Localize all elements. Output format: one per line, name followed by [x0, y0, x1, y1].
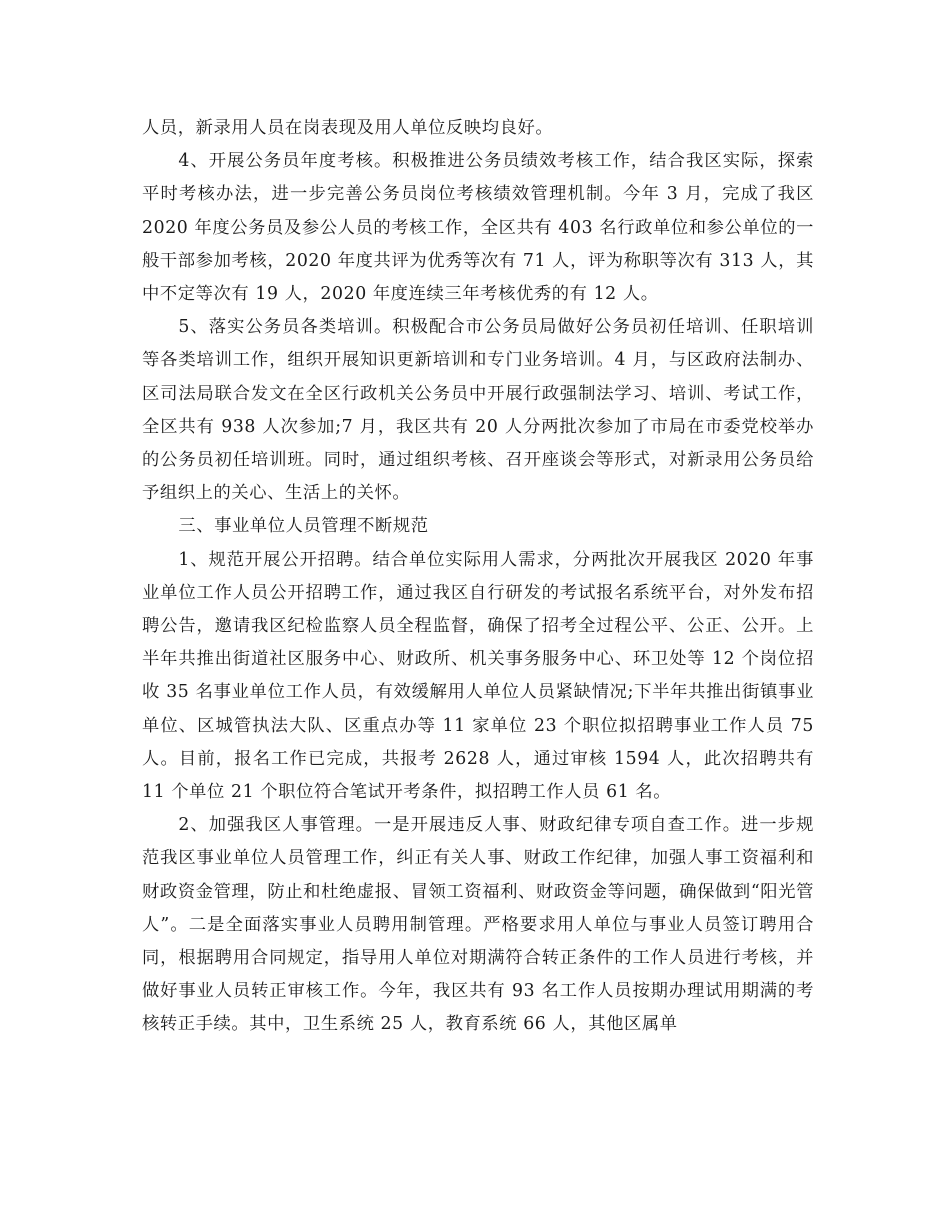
paragraph-1: 人员，新录用人员在岗表现及用人单位反映均良好。 — [142, 118, 554, 138]
paragraph-3: 5、落实公务员各类培训。积极配合市公务员局做好公务员初任培训、任职培训等各类培训工作，组织开展知识更新培训和专门业务培训。4 月，与区政府法制办、区司法局联合发文在全区行政机关公务员中开展行政强制法学习、培训、考试工作，全区共有 938 人次参加;7 月，我区共有 20 人分两批次参加了市局在市委党校举办的公务员初任培训班。同时，通过组织考核、召开座谈会等形式，对新录用公务员给予组织上的关心、生活上的关怀。 — [142, 317, 814, 504]
section-heading: 三、事业单位人员管理不断规范 — [178, 516, 429, 537]
paragraph-5: 2、加强我区人事管理。一是开展违反人事、财政纪律专项自查工作。进一步规范我区事业单位人员管理工作，纠正有关人事、财政工作纪律，加强人事工资福利和财政资金管理，防止和杜绝虚报、冒领工资福利、财政资金等问题，确保做到“阳光管人”。二是全面落实事业人员聘用制管理。严格要求用人单位与事业人员签订聘用合同，根据聘用合同规定，指导用人单位对期满符合转正条件的工作人员进行考核，并做好事业人员转正审核工作。今年，我区共有 93 名工作人员按期办理试用期满的考核转正手续。其中，卫生系统 25 人，教育系统 66 人，其他区属单 — [142, 815, 814, 1035]
paragraph-4: 1、规范开展公开招聘。结合单位实际用人需求，分两批次开展我区 2020 年事业单位工作人员公开招聘工作，通过我区自行研发的考试报名系统平台，对外发布招聘公告，邀请我区纪检监察人员全程监督，确保了招考全过程公平、公正、公开。上半年共推出街道社区服务中心、财政所、机关事务服务中心、环卫处等 12 个岗位招收 35 名事业单位工作人员，有效缓解用人单位人员紧缺情况;下半年共推出街镇事业单位、区城管执法大队、区重点办等 11 家单位 23 个职位拟招聘事业工作人员 75 人。目前，报名工作已完成，共报考 2628 人，通过审核 1594 人，此次招聘共有 11 个单位 21 个职位符合笔试开考条件，拟招聘工作人员 61 名。 — [142, 549, 814, 803]
document-body — [142, 112, 814, 1042]
paragraph-2: 4、开展公务员年度考核。积极推进公务员绩效考核工作，结合我区实际，探索平时考核办法，进一步完善公务员岗位考核绩效管理机制。今年 3 月，完成了我区 2020 年度公务员及参公人员的考核工作，全区共有 403 名行政单位和参公单位的一般干部参加考核，2020 年度共评为优秀等次有 71 人，评为称职等次有 313 人，其中不定等次有 19 人，2020 年度连续三年考核优秀的有 12 人。 — [142, 151, 814, 305]
